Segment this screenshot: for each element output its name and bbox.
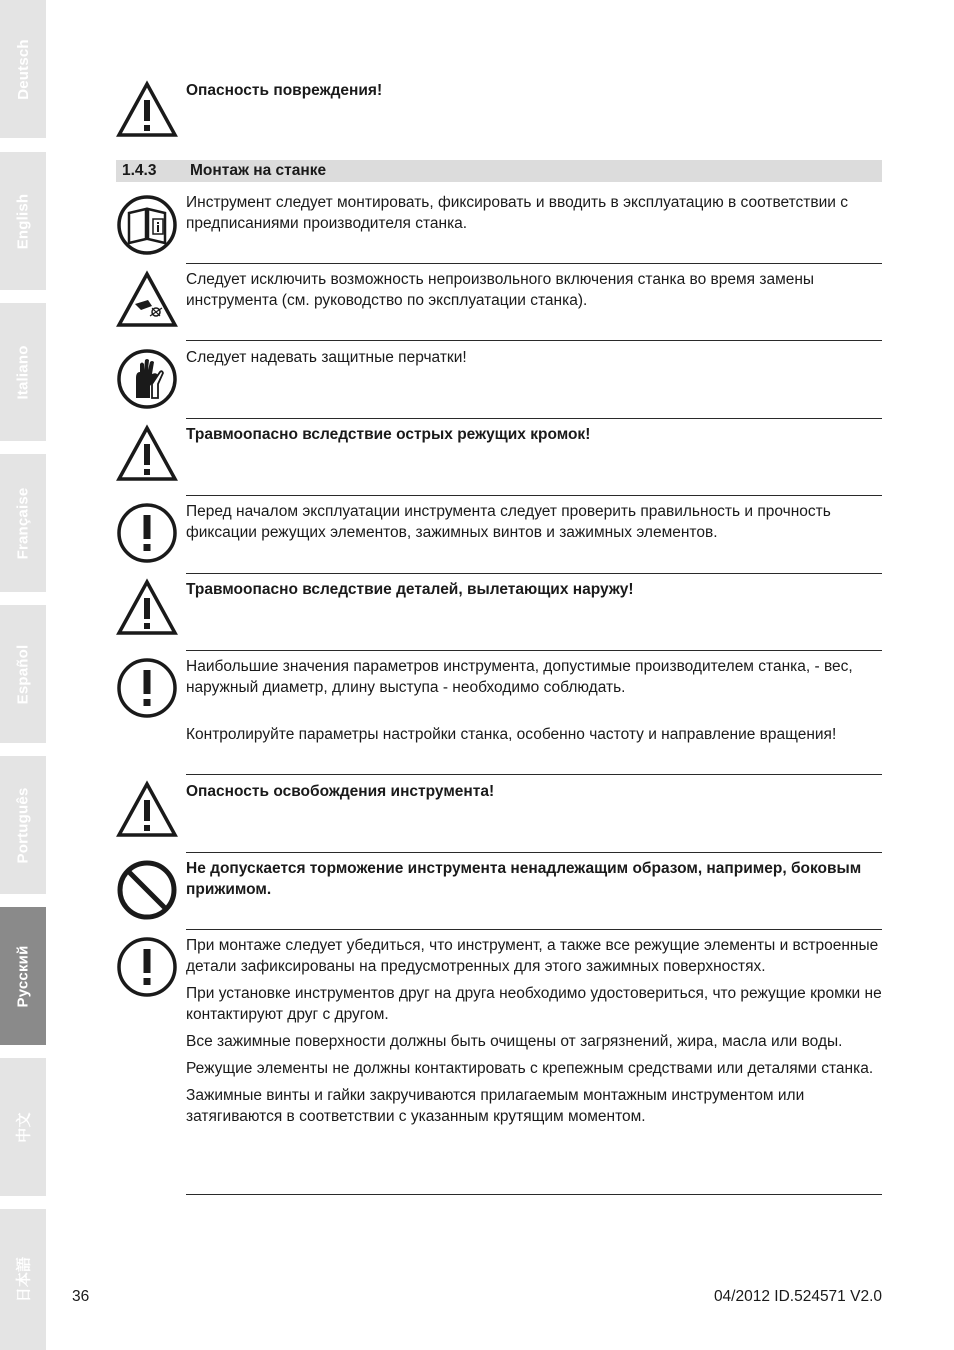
section-title: Монтаж на станке — [190, 162, 327, 179]
check-settings-text: Контролируйте параметры настройки станка, особенно частоту и направление вращения! — [186, 726, 837, 743]
warning-triangle-icon — [116, 80, 178, 142]
tab-deutsch[interactable]: Deutsch — [0, 0, 46, 138]
divider — [186, 263, 882, 264]
checklist-item: При установке инструментов друг на друга необходимо удостовериться, что режущие кромки не контактируют друг с другом. — [186, 985, 882, 1023]
checklist-item: Режущие элементы не должны контактировать с крепежным средствами или деталями станка. — [186, 1060, 874, 1077]
tab-espanol[interactable]: Español — [0, 605, 46, 743]
divider — [186, 573, 882, 574]
divider — [186, 852, 882, 853]
divider — [186, 340, 882, 341]
machine-start-warning-text: Следует исключить возможность непроизвольного включения станка во время замены инструмента (см. руководство по эксплуатации станка). — [186, 271, 815, 309]
warning-triangle-icon — [116, 424, 178, 486]
wear-gloves-text: Следует надевать защитные перчатки! — [186, 349, 467, 366]
check-fixation-text: Перед началом эксплуатации инструмента следует проверить правильность и прочность фиксации режущих элементов, зажимных винтов и зажимных элементов. — [186, 503, 831, 541]
prohibition-icon — [116, 859, 178, 921]
read-manual-icon — [116, 194, 178, 256]
mounting-checklist — [186, 935, 886, 1127]
document-id: 04/2012 ID.524571 V2.0 — [713, 1288, 882, 1305]
tab-english[interactable]: English — [0, 152, 46, 290]
page-number: 36 — [72, 1288, 90, 1305]
no-braking-text: Не допускается торможение инструмента ненадлежащим образом, например, боковым прижимом. — [186, 860, 862, 898]
mandatory-exclamation-icon — [116, 936, 178, 998]
section-number: 1.4.3 — [122, 162, 157, 179]
divider — [186, 1194, 882, 1195]
divider — [186, 774, 882, 775]
tab-portugues[interactable]: Português — [0, 756, 46, 894]
flying-parts-warning-text: Травмоопасно вследствие деталей, вылетающих наружу! — [186, 581, 634, 598]
warning-triangle-icon — [116, 780, 178, 842]
sharp-edges-warning-text: Травмоопасно вследствие острых режущих кромок! — [186, 426, 591, 443]
machine-hazard-icon — [116, 270, 178, 332]
tab-francaise[interactable]: Française — [0, 454, 46, 592]
tab-italiano[interactable]: Italiano — [0, 303, 46, 441]
damage-warning-text: Опасность повреждения! — [186, 82, 383, 99]
mandatory-exclamation-icon — [116, 502, 178, 564]
tab-japanese[interactable]: 日本語 — [0, 1209, 46, 1350]
tab-russian[interactable]: Русский — [0, 907, 46, 1045]
checklist-item: Зажимные винты и гайки закручиваются прилагаемым монтажным инструментом или затягиваются в соответствии с указанным крутящим моментом. — [186, 1087, 805, 1125]
checklist-item: При монтаже следует убедиться, что инструмент, а также все режущие элементы и встроенные детали зафиксированы на предусмотренных для этого зажимных поверхностях. — [186, 937, 879, 975]
tab-chinese[interactable]: 中文 — [0, 1058, 46, 1196]
divider — [186, 650, 882, 651]
tool-release-warning-text: Опасность освобождения инструмента! — [186, 783, 495, 800]
divider — [186, 495, 882, 496]
section-header — [116, 160, 882, 182]
divider — [186, 418, 882, 419]
gloves-icon — [116, 348, 178, 410]
warning-triangle-icon — [116, 578, 178, 640]
max-parameters-text: Наибольшие значения параметров инструмента, допустимые производителем станка, - вес, наружный диаметр, длину выступа - необходимо соблюдать. — [186, 658, 853, 696]
divider — [186, 929, 882, 930]
checklist-item: Все зажимные поверхности должны быть очищены от загрязнений, жира, масла или воды. — [186, 1033, 843, 1050]
mandatory-exclamation-icon — [116, 657, 178, 719]
mount-instruction-text: Инструмент следует монтировать, фиксировать и вводить в эксплуатацию в соответствии с предписаниями производителя станка. — [186, 194, 849, 232]
